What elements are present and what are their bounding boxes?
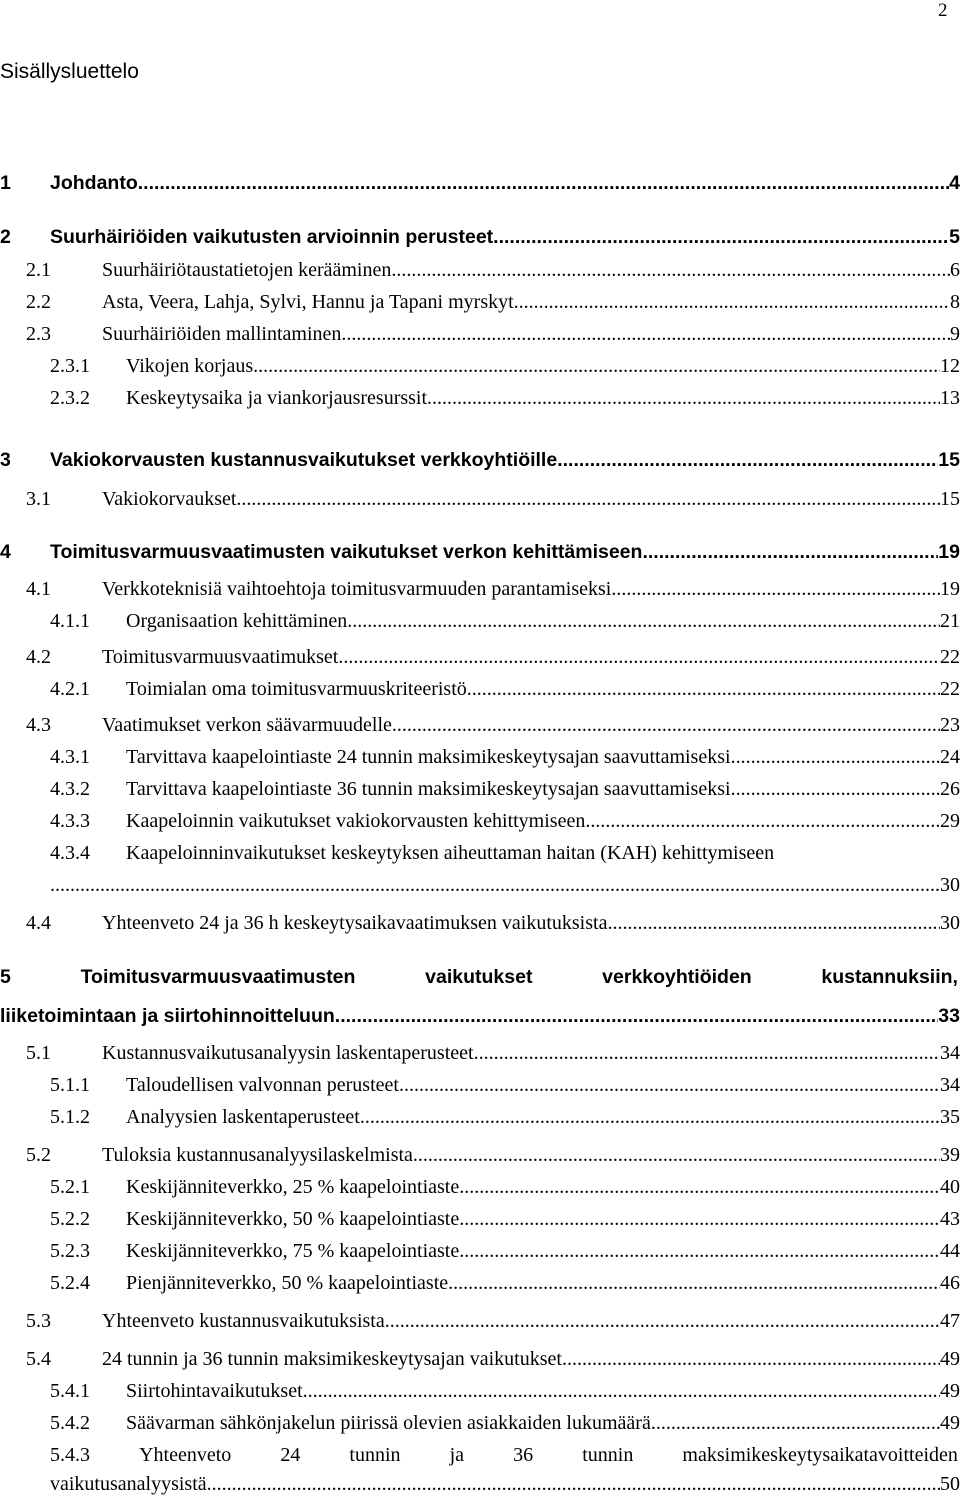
toc-entry[interactable] <box>0 387 960 415</box>
toc-leader <box>467 678 940 701</box>
toc-number: 3.1 <box>26 488 51 510</box>
toc-title: Asta, Veera, Lahja, Sylvi, Hannu ja Tapani myrskyt <box>102 291 514 313</box>
toc-title: Suurhäiriötaustatietojen kerääminen <box>102 259 392 281</box>
toc-number: 5.3 <box>26 1310 51 1332</box>
toc-title: Vikojen korjaus <box>126 355 254 377</box>
toc-page: 33 <box>938 1005 960 1027</box>
toc-title-word: vaikutukset <box>425 966 533 988</box>
toc-entry[interactable] <box>0 1106 960 1134</box>
toc-number: 5.1.2 <box>50 1106 90 1128</box>
toc-page: 39 <box>940 1144 960 1166</box>
toc-entry[interactable] <box>0 778 960 806</box>
toc-leader <box>459 1208 940 1231</box>
toc-leader <box>493 226 949 249</box>
toc-title-word: ja <box>449 1444 465 1466</box>
toc-entry[interactable] <box>0 1144 960 1172</box>
toc-title: Kustannusvaikutusanalyysin laskentaperusteet <box>102 1042 474 1064</box>
toc-title-word: tunnin <box>349 1444 401 1466</box>
toc-leader <box>731 746 940 769</box>
toc-entry[interactable] <box>0 291 960 319</box>
toc-title: Verkkoteknisiä vaihtoehtoja toimitusvarmuuden parantamiseksi <box>102 578 612 600</box>
toc-entry[interactable] <box>0 172 960 200</box>
toc-leader <box>557 449 938 472</box>
toc-title: Keskijänniteverkko, 75 % kaapelointiaste <box>126 1240 460 1262</box>
toc-page: 30 <box>940 874 960 896</box>
toc-entry[interactable] <box>0 1042 960 1070</box>
toc-page: 43 <box>940 1208 960 1230</box>
toc-title-word: verkkoyhtiöiden <box>602 966 752 988</box>
toc-heading: Sisällysluettelo <box>0 60 139 83</box>
toc-entry[interactable] <box>0 678 960 706</box>
toc-title: Tarvittava kaapelointiaste 24 tunnin maksimikeskeytysajan saavuttamiseksi <box>126 746 731 768</box>
toc-leader <box>335 1005 939 1028</box>
toc-entry[interactable] <box>0 449 960 477</box>
toc-leader <box>341 323 950 346</box>
toc-number: 4.2.1 <box>50 678 90 700</box>
toc-leader <box>427 387 940 410</box>
toc-title: Suurhäiriöiden vaikutusten arvioinnin perusteet <box>50 226 494 248</box>
toc-title: Suurhäiriöiden mallintaminen <box>102 323 342 345</box>
toc-number: 4.2 <box>26 646 51 668</box>
toc-number: 5 <box>0 966 11 988</box>
toc-leader <box>448 1272 940 1295</box>
toc-title: Säävarman sähkönjakelun piirissä olevien asiakkaiden lukumäärä <box>126 1412 651 1434</box>
toc-number: 2.1 <box>26 259 51 281</box>
toc-number: 5.1 <box>26 1042 51 1064</box>
toc-title-word: Yhteenveto <box>139 1444 232 1466</box>
toc-entry-line1[interactable] <box>0 842 960 870</box>
toc-page: 19 <box>938 541 960 563</box>
toc-entry[interactable] <box>0 1240 960 1268</box>
toc-title: Johdanto <box>50 172 138 194</box>
toc-title: Kaapeloinnin vaikutukset vakiokorvausten kehittymiseen <box>126 810 586 832</box>
toc-leader <box>474 1042 940 1065</box>
toc-page: 4 <box>949 172 960 194</box>
toc-leader <box>50 874 940 897</box>
toc-entry[interactable] <box>0 1208 960 1236</box>
toc-number: 5.1.1 <box>50 1074 90 1096</box>
toc-number: 2.3.1 <box>50 355 90 377</box>
toc-title-word: 36 <box>513 1444 534 1466</box>
toc-number: 4.3.4 <box>50 842 90 864</box>
toc-entry[interactable] <box>0 355 960 383</box>
toc-page: 46 <box>940 1272 960 1294</box>
toc-entry[interactable] <box>0 488 960 516</box>
toc-page: 15 <box>938 449 960 471</box>
toc-number: 4.3 <box>26 714 51 736</box>
toc-title-word: Toimitusvarmuusvaatimusten <box>80 966 356 988</box>
toc-title: Kaapeloinninvaikutukset keskeytyksen aiheuttaman haitan (KAH) kehittymiseen <box>126 842 775 864</box>
toc-leader <box>459 1176 940 1199</box>
toc-entry[interactable] <box>0 323 960 351</box>
toc-leader <box>347 610 940 633</box>
toc-entry[interactable] <box>0 226 960 254</box>
toc-page: 24 <box>940 746 960 768</box>
toc-page: 21 <box>940 610 960 632</box>
toc-number: 4 <box>0 541 11 563</box>
toc-page: 22 <box>940 646 960 668</box>
toc-leader <box>607 912 940 935</box>
toc-entry-line1[interactable] <box>0 966 958 989</box>
toc-number: 4.4 <box>26 912 51 934</box>
toc-page: 44 <box>940 1240 960 1262</box>
page-number: 2 <box>938 0 948 21</box>
toc-page: 15 <box>940 488 960 510</box>
toc-entry[interactable] <box>0 1272 960 1300</box>
toc-leader <box>459 1240 940 1263</box>
toc-number: 5.2.2 <box>50 1208 90 1230</box>
toc-leader <box>642 541 938 564</box>
toc-page: 50 <box>940 1473 960 1495</box>
toc-title: Toimitusvarmuusvaatimusten vaikutukset verkon kehittämiseen <box>50 541 643 563</box>
toc-number: 4.1 <box>26 578 51 600</box>
toc-leader <box>731 778 940 801</box>
toc-entry[interactable] <box>0 1412 960 1440</box>
toc-number: 5.4.1 <box>50 1380 90 1402</box>
toc-page: 49 <box>940 1412 960 1434</box>
toc-number: 5.2.3 <box>50 1240 90 1262</box>
toc-title: Tarvittava kaapelointiaste 36 tunnin maksimikeskeytysajan saavuttamiseksi <box>126 778 731 800</box>
toc-title: vaikutusanalyysistä <box>50 1473 207 1495</box>
toc-number: 5.4.2 <box>50 1412 90 1434</box>
toc-leader <box>392 714 940 737</box>
toc-entry[interactable] <box>0 810 960 838</box>
toc-leader <box>562 1348 940 1371</box>
toc-number: 5.4 <box>26 1348 51 1370</box>
toc-page: 9 <box>950 323 960 345</box>
toc-page: 22 <box>940 678 960 700</box>
toc-entry[interactable] <box>0 746 960 774</box>
toc-page: 29 <box>940 810 960 832</box>
toc-page: 6 <box>950 259 960 281</box>
toc-page: 49 <box>940 1348 960 1370</box>
toc-leader <box>651 1412 940 1435</box>
toc-leader <box>360 1106 940 1129</box>
toc-leader <box>236 488 940 511</box>
toc-title: Yhteenveto 24 ja 36 h keskeytysaikavaatimuksen vaikutuksista <box>102 912 608 934</box>
toc-title: Organisaation kehittäminen <box>126 610 348 632</box>
toc-title: Vaatimukset verkon säävarmuudelle <box>102 714 392 736</box>
toc-number: 4.1.1 <box>50 610 90 632</box>
toc-leader <box>303 1380 940 1403</box>
toc-entry[interactable] <box>0 714 960 742</box>
toc-number: 2.2 <box>26 291 51 313</box>
toc-page: 35 <box>940 1106 960 1128</box>
toc-title: Yhteenveto kustannusvaikutuksista <box>102 1310 385 1332</box>
toc-title: Siirtohintavaikutukset <box>126 1380 303 1402</box>
toc-page: 26 <box>940 778 960 800</box>
toc-leader <box>391 259 950 282</box>
toc-entry-line1[interactable] <box>50 1444 958 1467</box>
toc-page: 19 <box>940 578 960 600</box>
toc-number: 5.2.4 <box>50 1272 90 1294</box>
toc-page: 5 <box>949 226 960 248</box>
toc-title-word: tunnin <box>582 1444 634 1466</box>
toc-leader <box>138 172 949 195</box>
toc-number: 2.3 <box>26 323 51 345</box>
toc-title: Vakiokorvaukset <box>102 488 237 510</box>
toc-entry[interactable] <box>0 610 960 638</box>
toc-page: 34 <box>940 1074 960 1096</box>
toc-entry-line2[interactable] <box>0 1005 960 1033</box>
toc-entry[interactable] <box>0 578 960 606</box>
toc-entry[interactable] <box>0 1310 960 1338</box>
toc-title: Keskijänniteverkko, 25 % kaapelointiaste <box>126 1176 460 1198</box>
toc-page: 12 <box>940 355 960 377</box>
toc-entry[interactable] <box>0 541 960 569</box>
toc-entry-line2[interactable] <box>0 874 960 902</box>
toc-leader <box>399 1074 940 1097</box>
toc-leader <box>413 1144 940 1167</box>
toc-title-word: maksimikeskeytysaikatavoitteiden <box>682 1444 958 1466</box>
toc-title: Tuloksia kustannusanalyysilaskelmista <box>102 1144 413 1166</box>
toc-number: 4.3.1 <box>50 746 90 768</box>
toc-title: Toimialan oma toimitusvarmuuskriteeristö <box>126 678 467 700</box>
toc-entry[interactable] <box>0 912 960 940</box>
toc-title: Toimitusvarmuusvaatimukset <box>102 646 339 668</box>
toc-page: 23 <box>940 714 960 736</box>
toc-title: Vakiokorvausten kustannusvaikutukset verkkoyhtiöille <box>50 449 558 471</box>
toc-number: 1 <box>0 172 11 194</box>
toc-number: 3 <box>0 449 11 471</box>
toc-number: 2 <box>0 226 11 248</box>
toc-number: 5.2.1 <box>50 1176 90 1198</box>
toc-number: 4.3.3 <box>50 810 90 832</box>
toc-entry[interactable] <box>0 1380 960 1408</box>
toc-number: 5.4.3 <box>50 1444 90 1466</box>
toc-page: 30 <box>940 912 960 934</box>
toc-entry[interactable] <box>0 1074 960 1102</box>
toc-number: 5.2 <box>26 1144 51 1166</box>
toc-entry[interactable] <box>0 1348 960 1376</box>
toc-number: 4.3.2 <box>50 778 90 800</box>
toc-leader <box>585 810 940 833</box>
toc-page: 47 <box>940 1310 960 1332</box>
toc-title: Taloudellisen valvonnan perusteet <box>126 1074 399 1096</box>
toc-entry-line2[interactable] <box>0 1473 960 1501</box>
toc-entry[interactable] <box>0 259 960 287</box>
toc-leader <box>207 1473 940 1496</box>
toc-title: Keskijänniteverkko, 50 % kaapelointiaste <box>126 1208 460 1230</box>
toc-entry[interactable] <box>0 1176 960 1204</box>
toc-title-word: 24 <box>280 1444 301 1466</box>
toc-title: Pienjänniteverkko, 50 % kaapelointiaste <box>126 1272 449 1294</box>
toc-leader <box>385 1310 940 1333</box>
toc-number: 2.3.2 <box>50 387 90 409</box>
toc-entry[interactable] <box>0 646 960 674</box>
toc-page: 13 <box>940 387 960 409</box>
toc-page: 34 <box>940 1042 960 1064</box>
toc-leader <box>253 355 940 378</box>
toc-leader <box>514 291 950 314</box>
toc-title: Analyysien laskentaperusteet <box>126 1106 360 1128</box>
toc-leader <box>611 578 940 601</box>
toc-title: Keskeytysaika ja viankorjausresurssit <box>126 387 428 409</box>
toc-page: 8 <box>950 291 960 313</box>
toc-page: 49 <box>940 1380 960 1402</box>
toc-title: liiketoimintaan ja siirtohinnoitteluun <box>0 1005 335 1027</box>
toc-title: 24 tunnin ja 36 tunnin maksimikeskeytysajan vaikutukset <box>102 1348 562 1370</box>
toc-leader <box>338 646 940 669</box>
toc-page: 40 <box>940 1176 960 1198</box>
toc-title-word: kustannuksiin, <box>821 966 958 988</box>
